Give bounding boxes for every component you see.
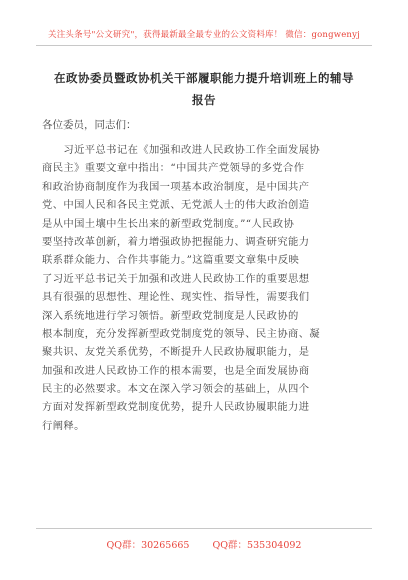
document-body (42, 141, 368, 435)
body-line: 了习近平总书记关于加强和改进人民政协工作的重要思想 (42, 272, 310, 285)
body-line: 民主的必然要求。本文在深入学习领会的基础上，从四个 (42, 383, 310, 396)
body-line: 方面对发挥新型政党制度优势，提升人民政协履职能力进 (42, 401, 310, 414)
title-line-2: 报告 (192, 93, 216, 107)
body-line: 习近平总书记在《加强和改进人民政协工作全面发展协 (42, 144, 321, 156)
title-line-1: 在政协委员暨政协机关干部履职能力提升培训班上的辅导 (54, 71, 354, 85)
body-line: 具有很强的思想性、理论性、现实性、指导性，需要我们 (42, 291, 310, 304)
document-title (40, 67, 368, 111)
footer (0, 537, 408, 551)
body-line: 聚共识、友党关系优势，不断提升人民政协履职能力，是 (42, 346, 310, 359)
header-divider (36, 45, 372, 46)
footer-divider (36, 528, 372, 529)
footer-qq-group-1: QQ群：30265665 (106, 540, 190, 551)
header-banner: 关注头条号"公文研究"，获得最新最全最专业的公文资料库！ 微信：gongwenyj (48, 30, 360, 40)
body-line: 深入系统地进行学习领悟。新型政党制度是人民政协的 (42, 309, 299, 322)
body-line: 根本制度，充分发挥新型政党制度党的领导、民主协商、凝 (42, 327, 321, 340)
body-line: 党、中国人民和各民主党派、无党派人士的伟大政治创造 (42, 199, 310, 212)
body-line: 要坚持改革创新，着力增强政协把握能力、调查研究能力 (42, 235, 310, 248)
body-line: 联系群众能力、合作共事能力。”这篇重要文章集中反映 (42, 254, 300, 267)
body-line: 是从中国土壤中生长出来的新型政党制度。”“人民政协 (42, 217, 295, 230)
salutation: 各位委员，同志们： (42, 119, 137, 131)
body-line: 商民主》重要文章中指出：“中国共产党领导的多党合作 (42, 162, 305, 175)
footer-qq-group-2: QQ群：535304092 (212, 540, 302, 551)
body-line: 和政治协商制度作为我国一项基本政治制度，是中国共产 (42, 180, 310, 193)
body-line: 加强和改进人民政协工作的根本需要，也是全面发展协商 (42, 364, 310, 377)
body-line: 行阐释。 (42, 419, 85, 432)
